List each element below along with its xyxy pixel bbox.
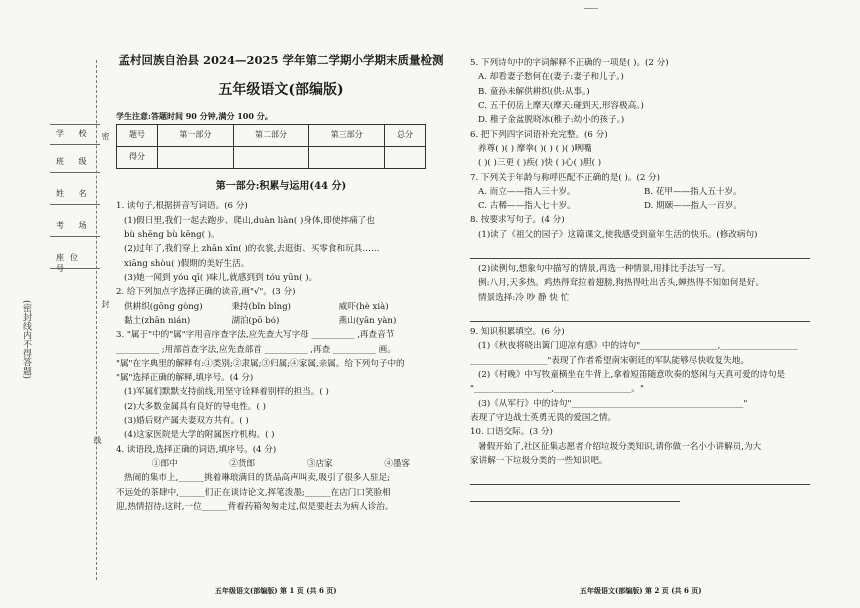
left-column [116, 52, 446, 515]
footer-left: 五年级语文(部编版) 第 1 页 (共 6 页) [215, 586, 337, 595]
q5-option[interactable]: A. 却看妻子愁何在(妻子:妻子和儿子。) [478, 72, 624, 83]
binding-field-seat: 座位 [56, 253, 84, 262]
answer-line[interactable] [470, 246, 810, 259]
q6-stem: 6. 把下列四字词语补充完整。(6 分) [470, 129, 608, 140]
q2-option[interactable]: 供耕织(gōng gòng) [124, 301, 203, 312]
student-notice: 学生注意:答题时间 90 分钟,满分 100 分。 [116, 110, 273, 121]
binding-strip [0, 120, 100, 520]
q2-option[interactable]: 燕山(yān yàn) [338, 315, 397, 326]
q3-line: "属"在字典里的解释有:①类别;②隶属;③归属;④家属,亲属。给下列句子中的 [116, 358, 405, 369]
seal-mark-mi: 密 [101, 132, 110, 140]
q8-stem: 8. 按要求写句子。(4 分) [470, 215, 565, 226]
q4-option: ③店家 [306, 459, 333, 470]
score-cell[interactable] [309, 146, 385, 168]
q7-option[interactable]: D. 期颐——指人一百岁。 [644, 201, 742, 212]
divider [50, 236, 100, 237]
score-header: 总分 [384, 124, 425, 146]
q1-stem: 1. 读句子,根据拼音写词语。(6 分) [116, 201, 248, 212]
seal-note: (密封线内不得答题) [21, 300, 31, 380]
right-column [470, 56, 810, 506]
q6-row: 养尊( )( ) 摩拳( )( ) ( )( )咧嘴 [478, 143, 592, 154]
q3-line: (2)大多数金属具有良好的导电性。( ) [124, 401, 266, 412]
q7-option[interactable]: A. 而立——指人三十岁。 [478, 186, 576, 197]
exam-title: 孟村回族自治县 2024—2025 学年第二学期小学期末质量检测 [118, 53, 444, 67]
q3-line: "属"选择正确的解释,填序号。(4 分) [116, 373, 254, 384]
q8-line: 情景选择:冷 吵 静 快 忙 [478, 292, 570, 303]
subject-title: 五年级语文(部编版) [218, 81, 344, 98]
q3-line: (4)这家医院是大学的附属医疗机构。( ) [124, 430, 275, 441]
divider [50, 124, 100, 125]
score-cell[interactable] [233, 146, 309, 168]
q5-option[interactable]: B. 童孙未解供耕织(供:从事。) [478, 86, 590, 97]
q5-option[interactable]: D. 稚子金盆脱晓冰(稚子:幼小的孩子。) [478, 115, 625, 126]
q4-line: 迎,热情招待;这时,一位______背着药箱匆匆走过,似是要赶去为病人诊治。 [116, 501, 394, 512]
q4-stem: 4. 读语段,选择正确的词语,填序号。(4 分) [116, 444, 277, 455]
q4-line: 热闹的集市上,______挑着琳琅满目的货品高声叫卖,吸引了很多人驻足; [124, 473, 391, 484]
binding-field-school: 学 校 [56, 129, 93, 138]
q7-option[interactable]: B. 花甲——指人五十岁。 [644, 186, 742, 197]
q3-line: (1)军属们默默支持前线,用坚守诠释着别样的担当。( ) [124, 387, 329, 398]
q3-stem: 3. "属于"中的"属"字用音序查字法,应先查大写字母 __________ ,再查音节 [116, 330, 395, 341]
seal-line [96, 60, 97, 580]
score-header: 题号 [117, 124, 158, 146]
q9-line: (1)《秋夜将晓出篱门迎凉有感》中的诗句"__________________,__________________ [478, 341, 798, 352]
binding-field-name: 姓 名 [56, 189, 93, 198]
seal-mark-xian: 线 [93, 436, 102, 444]
q1-line: (1)假日里,我们一起去跑步、爬山,duàn liàn( )身体,即使摔痛了也 [124, 215, 375, 226]
score-cell[interactable] [384, 146, 425, 168]
q10-line: 家讲解一下垃圾分类的一些知识吧。 [470, 455, 608, 466]
q9-line: __________________"表现了作者希望南宋朝廷的军队能够尽快收复失地。 [470, 355, 749, 366]
q2-option[interactable]: 秉持(bǐn bǐng) [231, 301, 292, 312]
q3-line: __________ ;用部首查字法,应先查部首 __________ ,再查 __________ 画。 [116, 344, 396, 355]
q8-line: (1)读了《祖父的园子》这篇课文,使我感受到童年生活的快乐。(修改病句) [478, 229, 758, 240]
answer-line[interactable] [470, 472, 810, 485]
q2-option[interactable]: 威吓(hè xià) [338, 301, 389, 312]
binding-field-class: 班 级 [56, 157, 93, 166]
q10-stem: 10. 口语交际。(3 分) [470, 427, 553, 438]
q4-option: ①郎中 [151, 459, 178, 470]
divider [50, 144, 100, 145]
divider [50, 204, 100, 205]
q2-option[interactable]: 黏土(zhān nián) [124, 315, 191, 326]
q7-option[interactable]: C. 古稀——指人七十岁。 [478, 201, 576, 212]
q8-line: 例:八月,天多热。鸡热得耷拉着翅膀,狗热得吐出舌头,蝉热得不知如何是好。 [478, 278, 765, 289]
binding-field-room: 考 场 [56, 221, 93, 230]
answer-line[interactable] [470, 309, 810, 322]
q4-line: 不远处的茶肆中,______们正在谈诗论文,挥笔泼墨;______在店门口笑脸相 [116, 487, 391, 498]
q8-line: (2)读例句,想象句中描写的情景,再选一种情景,用排比手法写一写。 [478, 264, 731, 275]
q2-stem: 2. 给下列加点字选择正确的读音,画"√"。(3 分) [116, 287, 296, 298]
footer-right: 五年级语文(部编版) 第 2 页 (共 6 页) [580, 586, 702, 595]
answer-line[interactable] [470, 489, 680, 502]
score-row-label: 得分 [117, 146, 158, 168]
q3-line: (3)婚后财产属夫妻双方共有。( ) [124, 416, 249, 427]
q5-option[interactable]: C. 五千仞岳上摩天(摩天:碰到天,形容极高。) [478, 100, 644, 111]
q9-line: 表现了守边战士英勇无畏的爱国之情。 [470, 412, 617, 423]
divider [50, 172, 100, 173]
q1-line: (3)她一闻到 yóu qī( )味儿,就感到到 tóu yūn( )。 [124, 272, 318, 283]
score-header: 第三部分 [309, 124, 385, 146]
seal-mark-feng: 封 [101, 300, 110, 308]
q5-stem: 5. 下列诗句中的字词解释不正确的一项是( )。(2 分) [470, 58, 669, 68]
q9-stem: 9. 知识积累填空。(6 分) [470, 327, 565, 337]
q9-line: "__________________,__________________。" [470, 384, 644, 395]
q7-stem: 7. 下列关于年龄与称呼匹配不正确的是( )。(2 分) [470, 172, 660, 183]
q1-line: xiāng shòu( )假期的美好生活。 [124, 258, 250, 269]
score-header: 第一部分 [158, 124, 234, 146]
q4-option: ④墨客 [384, 459, 411, 470]
q2-option[interactable]: 湖泊(pō bó) [231, 315, 280, 326]
q2-row [116, 301, 446, 314]
q9-line: (3)《从军行》中的诗句"________________________________________" [478, 398, 748, 409]
q7-row [470, 186, 810, 199]
score-cell[interactable] [158, 146, 234, 168]
q6-row: ( )( )三更 ( )疾( )快 ( )心( )胆( ) [478, 158, 602, 169]
part1-title: 第一部分:积累与运用(44 分) [215, 180, 347, 192]
q4-options [116, 458, 446, 471]
scan-mark [584, 8, 598, 9]
q4-option: ②货郎 [229, 459, 256, 470]
q9-line: (2)《村晚》中写牧童横坐在牛背上,拿着短笛随意吹奏的悠闲与天真可爱的诗句是 [478, 369, 786, 380]
q1-line: (2)过年了,我们穿上 zhān xīn( )的衣裳,去逛街、买零食和玩具…… [124, 244, 380, 255]
q1-line: bù shēng bù kēng( )。 [124, 230, 220, 241]
score-table [116, 124, 426, 169]
divider [50, 268, 100, 269]
q2-row [116, 315, 446, 328]
q7-row [470, 200, 810, 213]
score-header: 第二部分 [233, 124, 309, 146]
q10-line: 暑假开始了,社区征集志愿者介绍垃圾分类知识,请你做一名小小讲解员,为大 [478, 441, 762, 452]
